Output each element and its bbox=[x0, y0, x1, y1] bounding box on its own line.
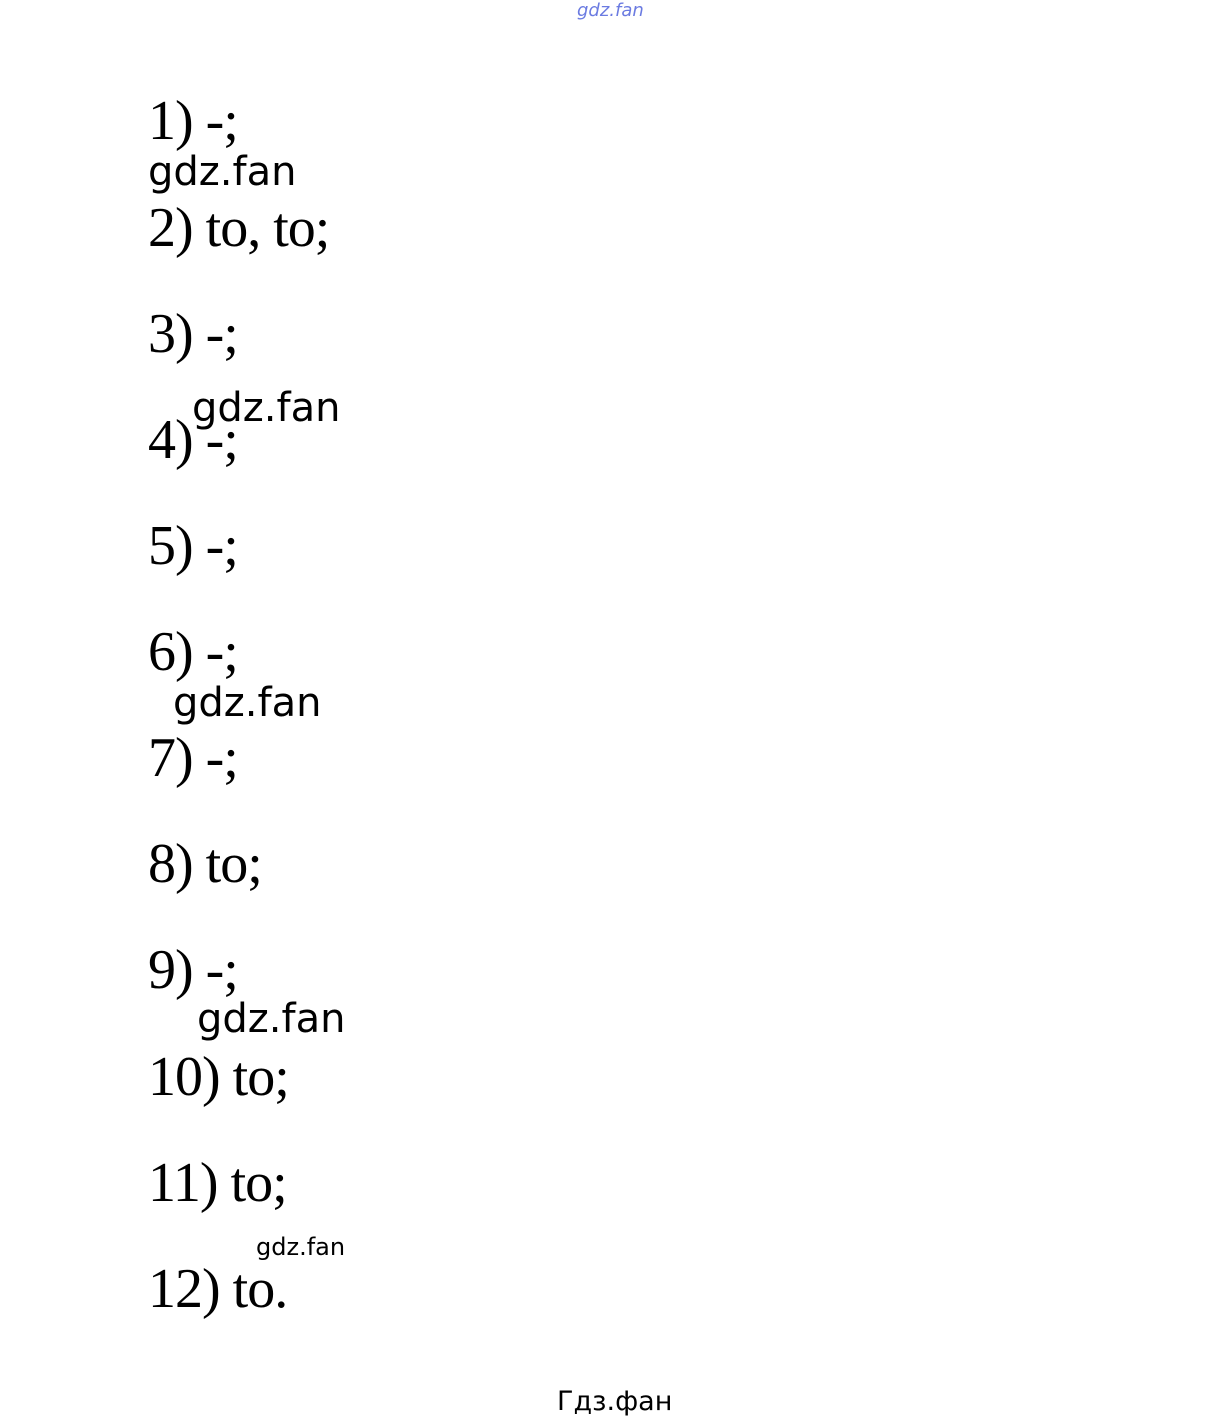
watermark: gdz.fan bbox=[256, 1233, 346, 1261]
watermark: gdz.fan bbox=[148, 149, 297, 195]
answer-item: 6) -; bbox=[148, 621, 238, 683]
answer-item: 1) -; bbox=[148, 90, 238, 152]
answer-item: 7) -; bbox=[148, 727, 238, 789]
answer-item: 5) -; bbox=[148, 515, 238, 577]
answer-item: 3) -; bbox=[148, 303, 238, 365]
answer-item: 4) -; bbox=[148, 409, 238, 471]
watermark-top: gdz.fan bbox=[577, 0, 644, 21]
answer-item: 9) -; bbox=[148, 939, 238, 1001]
watermark: gdz.fan bbox=[197, 996, 346, 1042]
watermark: gdz.fan bbox=[192, 385, 341, 431]
answer-item: 8) to; bbox=[148, 833, 262, 895]
answer-item: 12) to. bbox=[148, 1258, 288, 1320]
answer-item: 11) to; bbox=[148, 1152, 287, 1214]
answer-item: 2) to, to; bbox=[148, 197, 330, 259]
footer-watermark: Гдз.фан bbox=[557, 1386, 673, 1417]
answer-item: 10) to; bbox=[148, 1046, 289, 1108]
watermark: gdz.fan bbox=[173, 680, 322, 726]
